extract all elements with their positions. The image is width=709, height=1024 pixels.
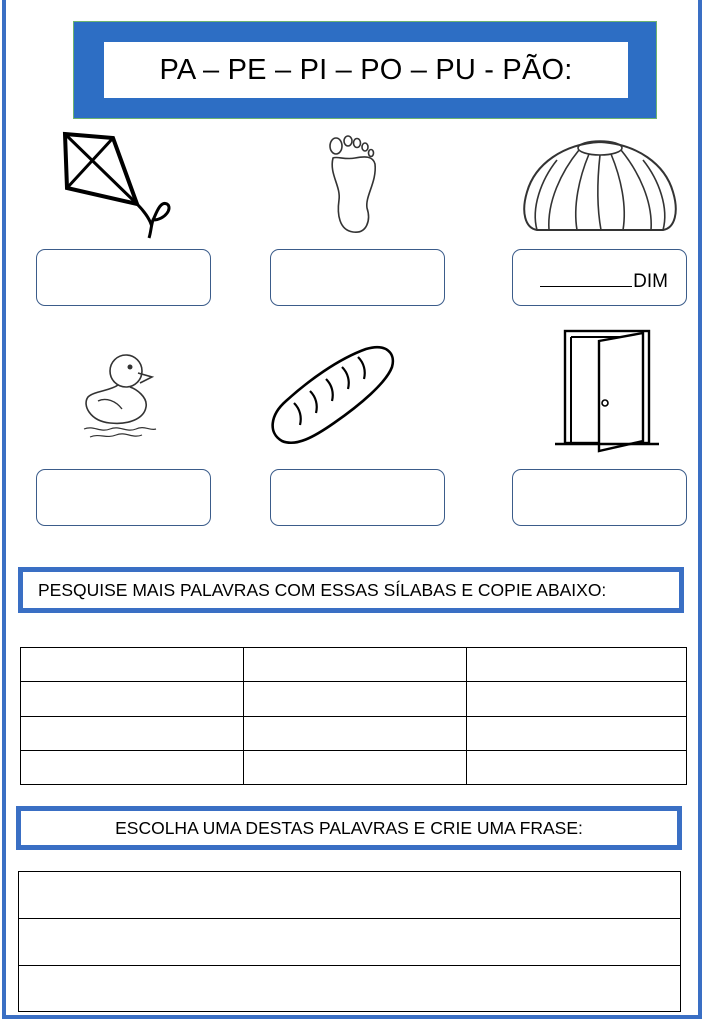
door-icon	[555, 327, 665, 455]
foot-icon	[325, 134, 385, 236]
answer-box-kite[interactable]	[36, 249, 211, 306]
table-cell[interactable]	[467, 750, 687, 784]
table-row	[21, 648, 687, 682]
sentence-instruction-bar	[16, 806, 682, 850]
answer-box-bread[interactable]	[270, 469, 445, 526]
table-cell[interactable]	[467, 648, 687, 682]
writing-line	[19, 918, 680, 919]
writing-line	[19, 965, 680, 966]
table-cell[interactable]	[244, 682, 467, 716]
search-instruction-bar	[18, 567, 684, 613]
page-title: PA – PE – PI – PO – PU - PÃO:	[104, 42, 628, 98]
table-row	[21, 750, 687, 784]
words-table	[20, 647, 687, 785]
title-banner	[73, 21, 657, 119]
table-row	[21, 716, 687, 750]
table-cell[interactable]	[244, 716, 467, 750]
pudding-icon	[517, 132, 683, 238]
sentence-instruction: ESCOLHA UMA DESTAS PALAVRAS E CRIE UMA FRASE:	[115, 817, 583, 838]
duck-icon	[80, 345, 160, 441]
sentence-lines[interactable]	[18, 871, 681, 1012]
table-cell[interactable]	[21, 750, 244, 784]
table-cell[interactable]	[21, 682, 244, 716]
table-cell[interactable]	[467, 716, 687, 750]
table-cell[interactable]	[244, 750, 467, 784]
search-instruction: PESQUISE MAIS PALAVRAS COM ESSAS SÍLABAS E COPIE ABAIXO:	[38, 579, 607, 600]
kite-icon	[55, 128, 180, 240]
answer-box-pudding[interactable]	[512, 249, 687, 306]
table-cell[interactable]	[244, 648, 467, 682]
answer-box-duck[interactable]	[36, 469, 211, 526]
pudding-word-hint	[540, 271, 668, 293]
answer-box-foot[interactable]	[270, 249, 445, 306]
answer-box-door[interactable]	[512, 469, 687, 526]
blank-line	[540, 285, 632, 287]
word-suffix: DIM	[633, 271, 668, 292]
table-cell[interactable]	[21, 648, 244, 682]
bread-icon	[268, 343, 398, 449]
table-cell[interactable]	[21, 716, 244, 750]
table-row	[21, 682, 687, 716]
table-cell[interactable]	[467, 682, 687, 716]
